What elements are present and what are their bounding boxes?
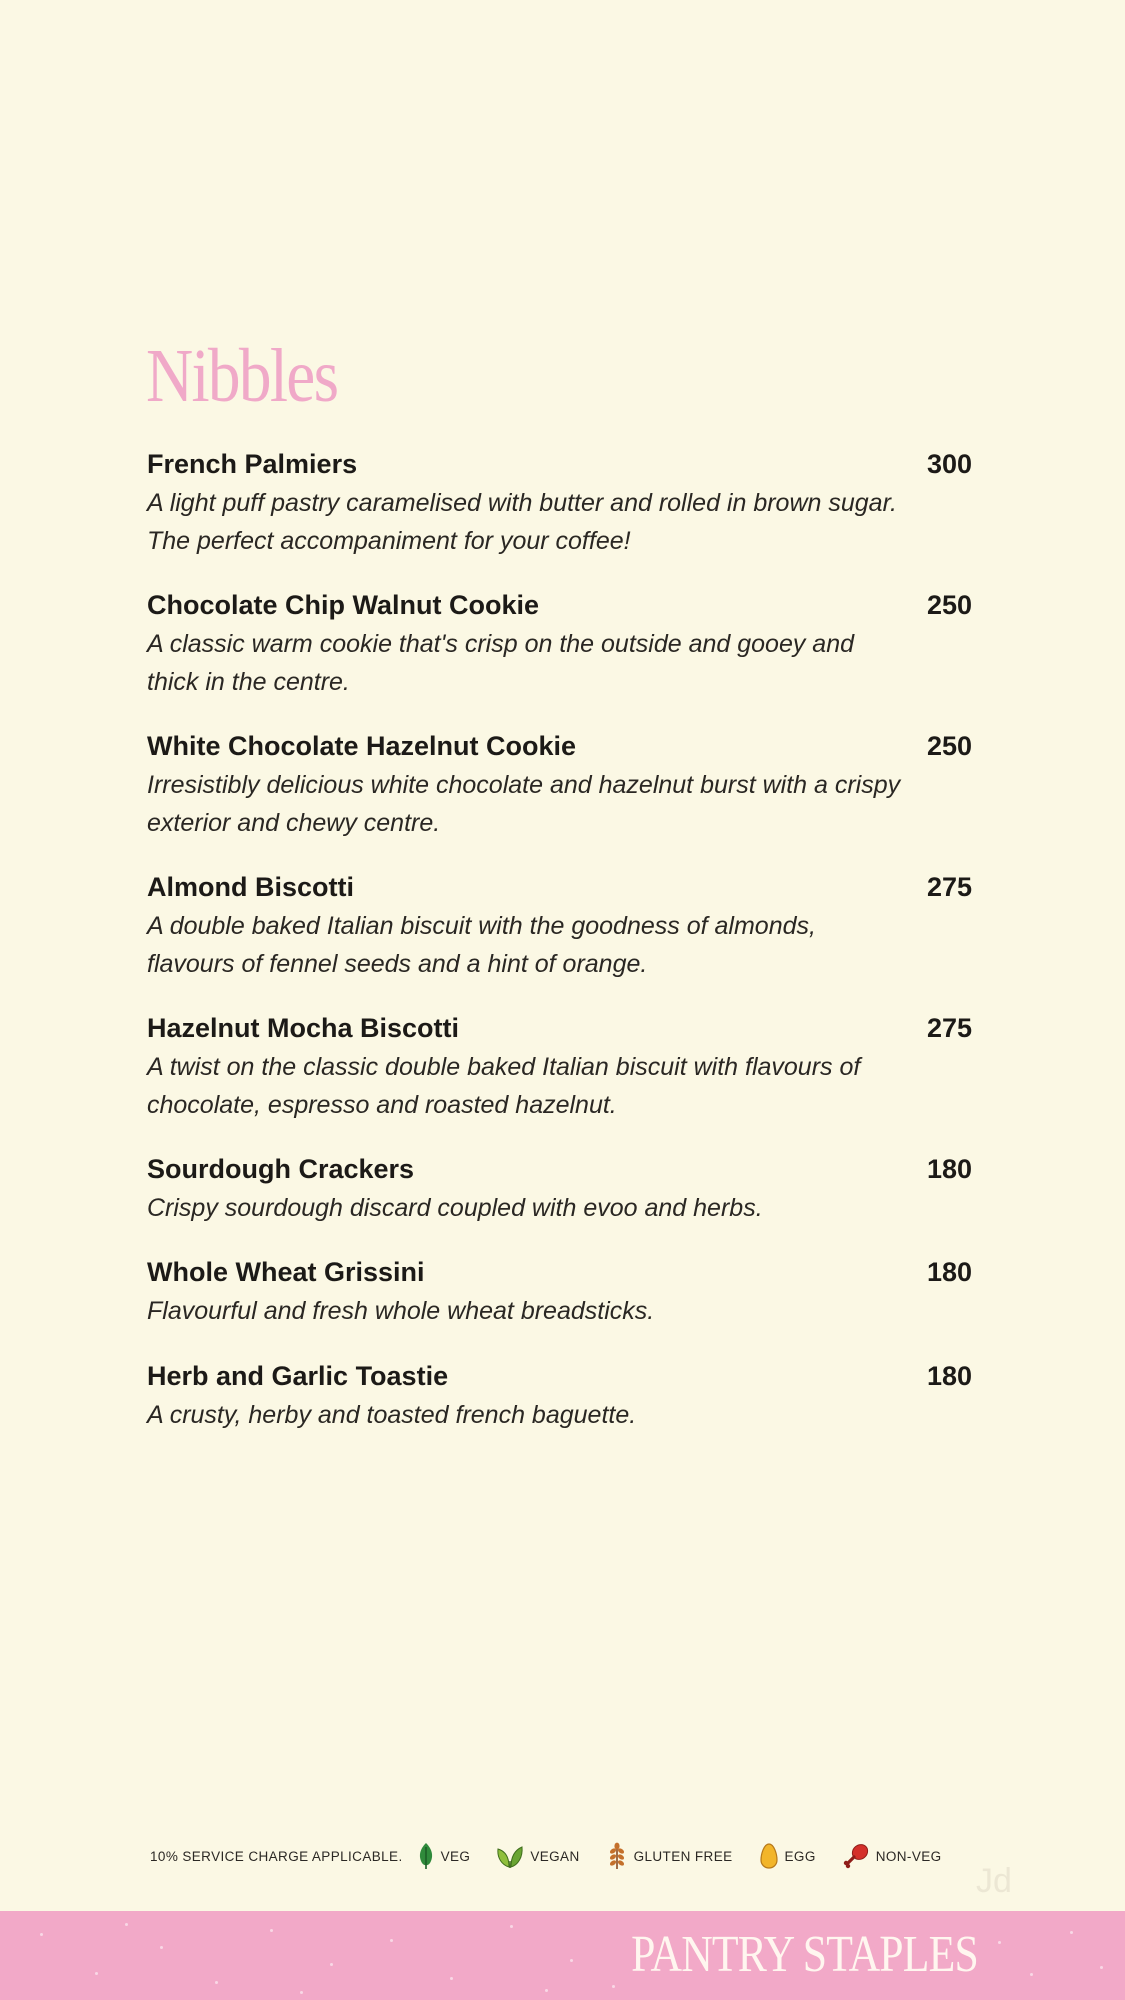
- item-description: Flavourful and fresh whole wheat breadsticks.: [147, 1297, 655, 1325]
- menu-item: [147, 1254, 972, 1330]
- legend-label: GLUTEN FREE: [633, 1848, 733, 1864]
- item-description: A double baked Italian biscuit with the goodness of almonds, flavours of fennel seeds and a hint of orange.: [147, 912, 816, 978]
- legend-non-veg: [842, 1842, 942, 1870]
- menu-item: [147, 587, 972, 701]
- veg-leaf-icon: [417, 1842, 435, 1870]
- vegan-leaves-icon: [496, 1843, 524, 1869]
- item-description: A twist on the classic double baked Italian biscuit with flavours of chocolate, espresso and roasted hazelnut.: [147, 1053, 861, 1119]
- watermark: Jd: [976, 1862, 1012, 1900]
- item-description: A light puff pastry caramelised with butter and rolled in brown sugar. The perfect accompaniment for your coffee!: [147, 489, 897, 555]
- gluten-free-wheat-icon: [606, 1842, 628, 1870]
- item-price: 180: [926, 1361, 972, 1391]
- item-description: Irresistibly delicious white chocolate and hazelnut burst with a crispy exterior and chewy centre.: [147, 771, 901, 837]
- item-name: Chocolate Chip Walnut Cookie: [147, 590, 540, 620]
- item-name: Hazelnut Mocha Biscotti: [147, 1013, 460, 1043]
- item-price: 250: [926, 731, 972, 761]
- item-description: A classic warm cookie that's crisp on the outside and gooey and thick in the centre.: [147, 630, 855, 696]
- legend-veg: [417, 1842, 471, 1870]
- item-name: Sourdough Crackers: [147, 1154, 415, 1184]
- egg-icon: [759, 1842, 779, 1870]
- menu-item: [147, 728, 972, 842]
- legend-label: NON-VEG: [875, 1848, 942, 1864]
- legend-vegan: [496, 1843, 579, 1869]
- item-name: French Palmiers: [147, 449, 358, 479]
- legend-label: VEGAN: [530, 1848, 580, 1864]
- brand-logo: PANTRY STAPLES: [631, 1926, 978, 1983]
- item-price: 275: [926, 1013, 972, 1043]
- item-description: A crusty, herby and toasted french baguette.: [147, 1401, 637, 1429]
- item-name: Whole Wheat Grissini: [147, 1257, 425, 1287]
- item-name: Almond Biscotti: [147, 872, 354, 902]
- item-description: Crispy sourdough discard coupled with evoo and herbs.: [147, 1194, 763, 1222]
- item-price: 300: [926, 449, 972, 479]
- legend-egg: [759, 1842, 816, 1870]
- drumstick-icon: [842, 1842, 870, 1870]
- item-price: 180: [926, 1154, 972, 1184]
- item-name: Herb and Garlic Toastie: [147, 1361, 449, 1391]
- legend-label: EGG: [784, 1848, 816, 1864]
- footer-band: [0, 1911, 1125, 2000]
- service-charge-note: 10% SERVICE CHARGE APPLICABLE.: [150, 1848, 403, 1864]
- menu-item: [147, 1010, 972, 1124]
- item-price: 275: [926, 872, 972, 902]
- section-title: Nibbles: [146, 334, 338, 418]
- item-price: 250: [926, 590, 972, 620]
- legend-gluten-free: [606, 1842, 733, 1870]
- item-price: 180: [926, 1257, 972, 1287]
- menu-item: [147, 1358, 972, 1434]
- menu-item: [147, 446, 972, 560]
- menu-item: [147, 869, 972, 983]
- item-name: White Chocolate Hazelnut Cookie: [147, 731, 577, 761]
- menu-item: [147, 1151, 972, 1227]
- legend-label: VEG: [440, 1848, 471, 1864]
- dietary-legend: [150, 1838, 968, 1874]
